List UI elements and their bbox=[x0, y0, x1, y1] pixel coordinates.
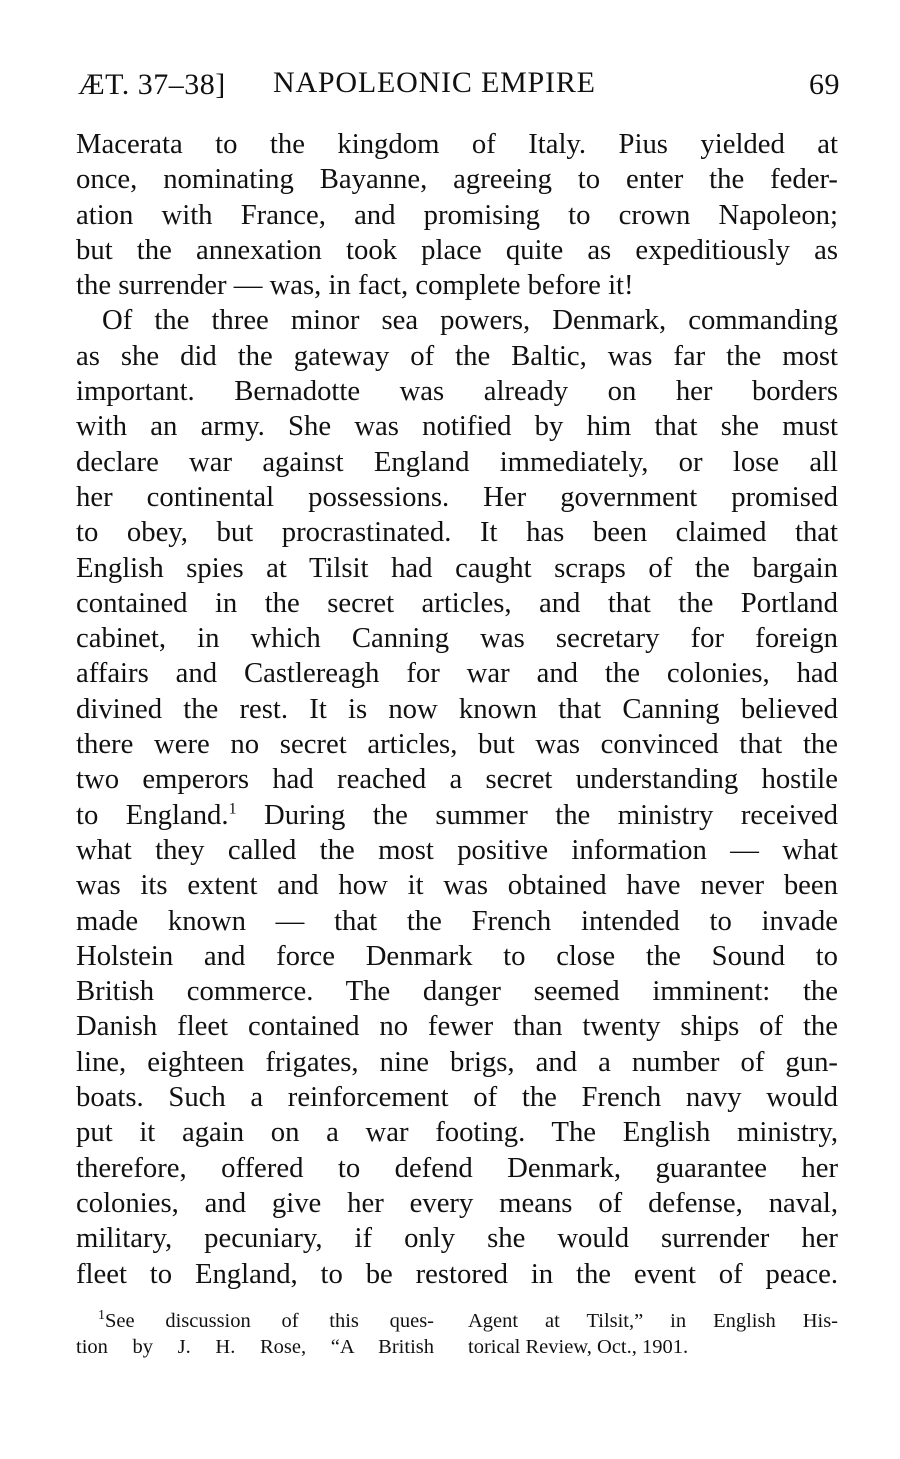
text-line: military, pecuniary, if only she would surrender her bbox=[76, 1222, 838, 1255]
paragraph-1 bbox=[76, 127, 838, 303]
text-line: English spies at Tilsit had caught scraps of the bargain bbox=[76, 551, 838, 584]
text-line: cabinet, in which Canning was secretary for foreign bbox=[76, 622, 838, 655]
footnote-line: Agent at Tilsit,” in English His- bbox=[468, 1310, 838, 1332]
line-start: to England. bbox=[76, 798, 229, 831]
text-line: line, eighteen frigates, nine brigs, and a number of gun- bbox=[76, 1045, 838, 1078]
text-line: boats. Such a reinforcement of the French navy would bbox=[76, 1081, 838, 1114]
text-line: divined the rest. It is now known that Canning believed bbox=[76, 692, 838, 725]
text-line: ation with France, and promising to crown Napoleon; bbox=[76, 198, 838, 231]
text-line: fleet to England, to be restored in the event of peace. bbox=[76, 1257, 838, 1290]
text-line: as she did the gateway of the Baltic, was far the most bbox=[76, 339, 838, 372]
running-head bbox=[78, 62, 840, 106]
footnote-line: tion by J. H. Rose, “A British bbox=[76, 1336, 434, 1358]
text-line: with an army. She was notified by him that she must bbox=[76, 410, 838, 443]
text-line: Macerata to the kingdom of Italy. Pius yielded at bbox=[76, 128, 838, 160]
text-line: Holstein and force Denmark to close the Sound to bbox=[76, 939, 838, 972]
text-line: was its extent and how it was obtained have never been bbox=[76, 869, 838, 902]
footnote-line: torical Review, Oct., 1901. bbox=[468, 1336, 689, 1358]
text-line: declare war against England immediately, or lose all bbox=[76, 445, 838, 478]
line-end: During the summer the ministry received bbox=[236, 798, 839, 831]
page-number: 69 bbox=[809, 68, 840, 101]
text-line: once, nominating Bayanne, agreeing to enter the feder- bbox=[76, 163, 838, 196]
text-line: important. Bernadotte was already on her borders bbox=[76, 375, 838, 408]
footnote-line bbox=[76, 1308, 434, 1334]
footnote bbox=[76, 1308, 838, 1368]
text-line: the surrender — was, in fact, complete before it! bbox=[76, 269, 634, 302]
text-line: her continental possessions. Her government promised bbox=[76, 480, 838, 513]
footnote-column-left bbox=[76, 1308, 434, 1360]
text-line: what they called the most positive information — what bbox=[76, 833, 838, 866]
text-line: colonies, and give her every means of defense, naval, bbox=[76, 1186, 838, 1219]
text-line: two emperors had reached a secret understanding hostile bbox=[76, 763, 838, 796]
text-line: made known — that the French intended to invade bbox=[76, 904, 838, 937]
text-line: therefore, offered to defend Denmark, guarantee her bbox=[76, 1151, 838, 1184]
footnote-text: See discussion of this ques- bbox=[105, 1310, 434, 1332]
text-line: contained in the secret articles, and that the Portland bbox=[76, 586, 838, 619]
text-line: put it again on a war footing. The English ministry, bbox=[76, 1116, 838, 1149]
body-text bbox=[76, 127, 838, 1292]
text-line-with-footnote bbox=[76, 798, 838, 833]
footnote-column-right bbox=[468, 1308, 838, 1360]
age-range-label: ÆT. 37–38] bbox=[78, 68, 226, 101]
text-line: affairs and Castlereagh for war and the colonies, had bbox=[76, 657, 838, 690]
chapter-title: NAPOLEONIC EMPIRE bbox=[273, 66, 596, 99]
text-line: Danish fleet contained no fewer than twenty ships of the bbox=[76, 1010, 838, 1043]
text-line: to obey, but procrastinated. It has been claimed that bbox=[76, 516, 838, 549]
footnote-reference[interactable]: 1 bbox=[228, 800, 237, 818]
text-line: Of the three minor sea powers, Denmark, commanding bbox=[102, 304, 838, 337]
footnote-marker: 1 bbox=[98, 1308, 105, 1324]
text-line: British commerce. The danger seemed imminent: the bbox=[76, 975, 838, 1008]
text-line: there were no secret articles, but was convinced that the bbox=[76, 728, 838, 761]
paragraph-2 bbox=[76, 303, 838, 1291]
text-line: but the annexation took place quite as expeditiously as bbox=[76, 233, 838, 266]
